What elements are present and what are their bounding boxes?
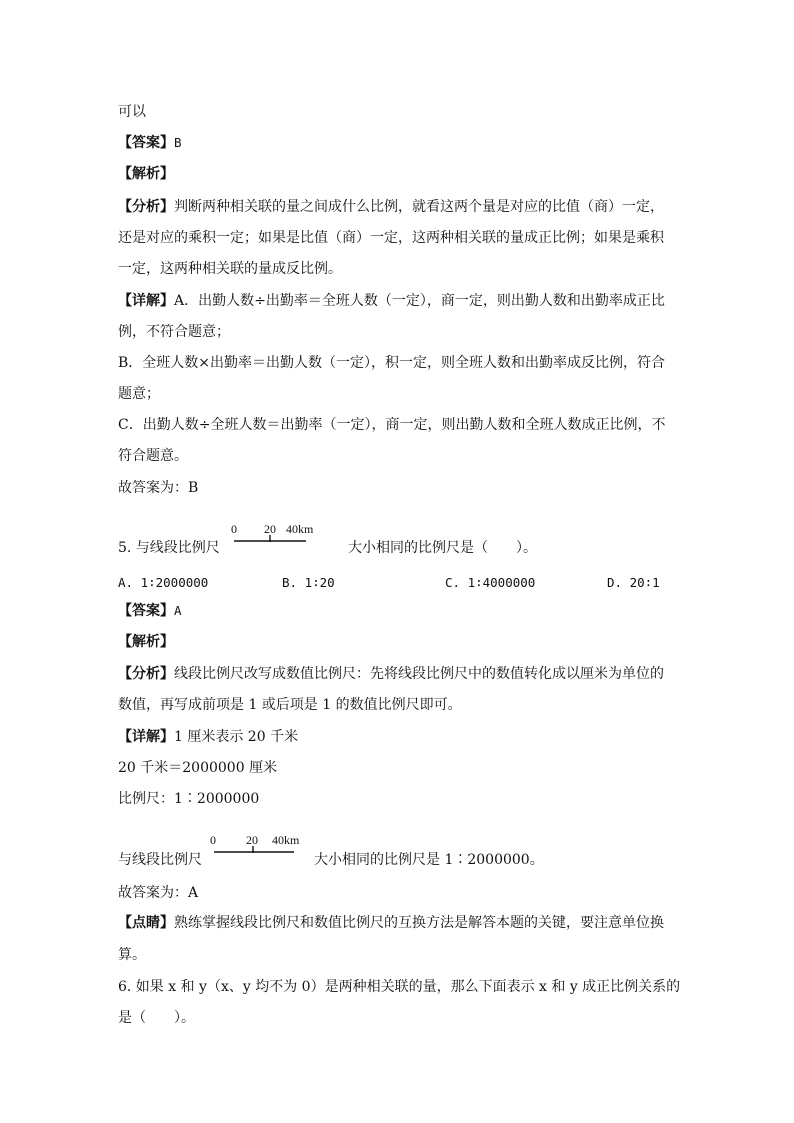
- q5-answer: [118, 601, 182, 621]
- q5-analysis-tag: 【解析】: [118, 634, 174, 650]
- answer-tag: 【答案】: [118, 135, 174, 151]
- xiangjie-a-text: A．出勤人数÷出勤率＝全班人数（一定），商一定，则出勤人数和出勤率成正比: [174, 293, 665, 309]
- q5-scale-bar-2: [206, 832, 316, 862]
- q4-xiangjie-c-line-1: C．出勤人数÷全班人数＝出勤率（一定），商一定，则出勤人数和全班人数成正比例，不: [118, 417, 666, 433]
- fenxi-text: 判断两种相关联的量之间成什么比例，就看这两个量是对应的比值（商）一定，: [174, 199, 664, 215]
- xiangjie-tag: 【详解】: [118, 729, 174, 745]
- q5-stem-pre: 5. 与线段比例尺: [118, 540, 220, 556]
- q5-fenxi-line-1: [118, 664, 664, 684]
- q5-xiangjie-line-1: [118, 727, 298, 747]
- q5-xiangjie-line-4-pre: 与线段比例尺: [118, 852, 202, 868]
- q4-fenxi-line-3: 一定，这两种相关联的量成反比例。: [118, 261, 342, 277]
- answer-value: A: [174, 603, 182, 618]
- scale-label-0-2: 0: [210, 833, 216, 847]
- answer-tag: 【答案】: [118, 603, 174, 619]
- fenxi-tag: 【分析】: [118, 199, 174, 215]
- fenxi-tag: 【分析】: [118, 666, 174, 682]
- xiangjie-tag: 【详解】: [118, 293, 174, 309]
- q5-option-a: A. 1∶2000000: [118, 575, 209, 590]
- scale-label-40km: 40km: [286, 522, 314, 536]
- q4-final-answer: 故答案为：B: [118, 480, 199, 496]
- dianjing-text: 熟练掌握线段比例尺和数值比例尺的互换方法是解答本题的关键，要注意单位换: [174, 915, 664, 931]
- fenxi-text: 线段比例尺改写成数值比例尺：先将线段比例尺中的数值转化成以厘米为单位的: [174, 666, 664, 682]
- q5-xiangjie-line-2: 20 千米＝2000000 厘米: [118, 760, 278, 776]
- q4-xiangjie-a-line-2: 例，不符合题意；: [118, 324, 230, 340]
- q5-option-d: D. 20∶1: [607, 575, 660, 590]
- q4-analysis-tag: 【解析】: [118, 166, 174, 182]
- q5-dianjing-line-1: [118, 913, 664, 933]
- scale-bar-graphic-2: [206, 832, 316, 862]
- q5-dianjing-line-2: 算。: [118, 947, 146, 963]
- q6-stem-line-1: 6. 如果 x 和 y（x、y 均不为 0）是两种相关联的量，那么下面表示 x 和 y 成正比例关系的: [118, 979, 681, 995]
- q4-xiangjie-line-1: [118, 291, 665, 311]
- q6-stem-line-2: 是（ ）。: [118, 1010, 195, 1026]
- q5-fenxi-line-2: 数值，再写成前项是 1 或后项是 1 的数值比例尺即可。: [118, 697, 462, 713]
- scale-label-40km-2: 40km: [272, 833, 300, 847]
- scale-label-0: 0: [231, 522, 237, 536]
- q5-scale-bar: [228, 522, 338, 552]
- answer-value: B: [174, 135, 182, 150]
- q5-final-answer: 故答案为：A: [118, 885, 199, 901]
- xiangjie-text: 1 厘米表示 20 千米: [174, 729, 299, 745]
- q4-answer: [118, 133, 182, 153]
- q4-fenxi-line-2: 还是对应的乘积一定；如果是比值（商）一定，这两种相关联的量成正比例；如果是乘积: [118, 230, 664, 246]
- q5-option-b: B. 1∶20: [282, 575, 335, 590]
- q5-xiangjie-line-3: 比例尺：1∶2000000: [118, 791, 260, 807]
- q4-xiangjie-c-line-2: 符合题意。: [118, 448, 188, 464]
- q5-stem-post: 大小相同的比例尺是（ ）。: [348, 540, 537, 556]
- scale-label-20-2: 20: [246, 833, 258, 847]
- q4-fenxi-line-1: [118, 197, 664, 217]
- q4-xiangjie-b-line-2: 题意；: [118, 386, 160, 402]
- dianjing-tag: 【点睛】: [118, 915, 174, 931]
- q4-xiangjie-b-line-1: B．全班人数×出勤率＝出勤人数（一定），积一定，则全班人数和出勤率成反比例，符合: [118, 355, 666, 371]
- scale-bar-graphic: [228, 522, 338, 552]
- q5-option-c: C. 1∶4000000: [445, 575, 536, 590]
- scale-label-20: 20: [264, 522, 276, 536]
- q5-xiangjie-line-4-post: 大小相同的比例尺是 1∶2000000。: [314, 852, 544, 868]
- q4-line-continuation: 可以: [118, 104, 146, 120]
